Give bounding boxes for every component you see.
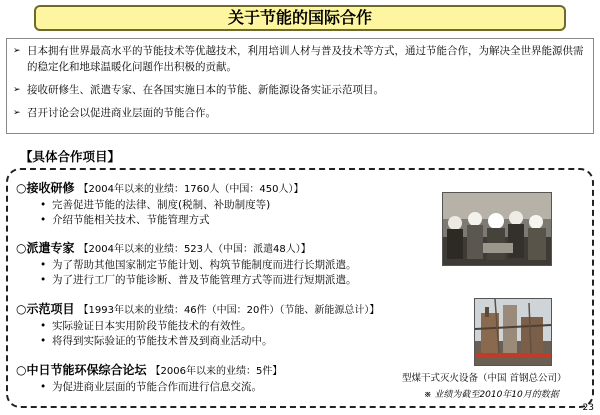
intro-bullet: [13, 43, 585, 75]
intro-bullet-text: 日本拥有世界最高水平的节能技术等优越技术，利用培训人材与普及技术等方式，通过节能合作，为解决全世界能源供需的稳定化和地球温暖化问题作出积极的贡献。: [27, 45, 584, 73]
arrow-bullet-icon: ➢: [13, 85, 21, 95]
equipment-photo: [474, 298, 552, 366]
arrow-bullet-icon: ➢: [13, 46, 21, 56]
project-item: • 为了帮助其他国家制定节能计划、构筑节能制度而进行长期派遣。: [16, 258, 357, 273]
project-item: • 为促进商业层面的节能合作而进行信息交流。: [16, 380, 282, 395]
intro-bullet-text: 接收研修生、派遣专家、在各国实施日本的节能、新能源设备实证示范项目。: [27, 84, 384, 96]
project-item: • 介绍节能相关技术、节能管理方式: [16, 213, 304, 228]
project-name: 派遣专家: [26, 241, 75, 255]
project-name: 示范项目: [26, 302, 75, 316]
page-title: 关于节能的国际合作: [34, 5, 566, 31]
project-stat: 【2006年以来的业绩：5件】: [150, 366, 283, 377]
circle-bullet-icon: ○: [16, 302, 27, 316]
circle-bullet-icon: ○: [16, 363, 27, 377]
equipment-photo-graphic: [475, 299, 551, 365]
arrow-bullet-icon: ➢: [13, 108, 21, 118]
circle-bullet-icon: ○: [16, 241, 27, 255]
project-item: • 将得到实际验证的节能技术普及到商业活动中。: [16, 334, 379, 349]
intro-box: [6, 38, 594, 134]
project-forum: [16, 362, 282, 395]
intro-bullet: [13, 82, 585, 98]
project-stat: 【1993年以来的业绩：46件（中国：20件）（节能、新能源总计）】: [78, 305, 380, 316]
section-title: 【具体合作项目】: [20, 149, 121, 164]
project-training: [16, 180, 304, 228]
project-stat: 【2004年以来的业绩：523人（中国：派遣48人）】: [78, 244, 311, 255]
project-stat: 【2004年以来的业绩：1760人（中国：450人）】: [78, 184, 304, 195]
trainees-photo-graphic: [443, 193, 551, 265]
photo-caption: 型煤干式灭火设备（中国 首钢总公司）: [402, 373, 567, 384]
trainees-photo: [442, 192, 552, 266]
project-item: • 实际验证日本实用阶段节能技术的有效性。: [16, 319, 379, 334]
intro-bullet-text: 召开讨论会以促进商业层面的节能合作。: [27, 107, 216, 119]
project-name: 中日节能环保综合论坛: [26, 363, 147, 377]
intro-bullet: [13, 105, 585, 121]
project-experts: [16, 240, 357, 288]
circle-bullet-icon: ○: [16, 181, 27, 195]
project-name: 接收研修: [26, 181, 75, 195]
projects-box: [6, 168, 594, 408]
page-number: 23: [582, 403, 594, 413]
footnote: ※ 业绩为截至2010年10月的数据: [424, 390, 559, 400]
project-demonstration: [16, 301, 379, 349]
project-item: • 为了进行工厂的节能诊断、普及节能管理方式等而进行短期派遣。: [16, 273, 357, 288]
project-item: • 完善促进节能的法律、制度(税制、补助制度等): [16, 198, 304, 213]
